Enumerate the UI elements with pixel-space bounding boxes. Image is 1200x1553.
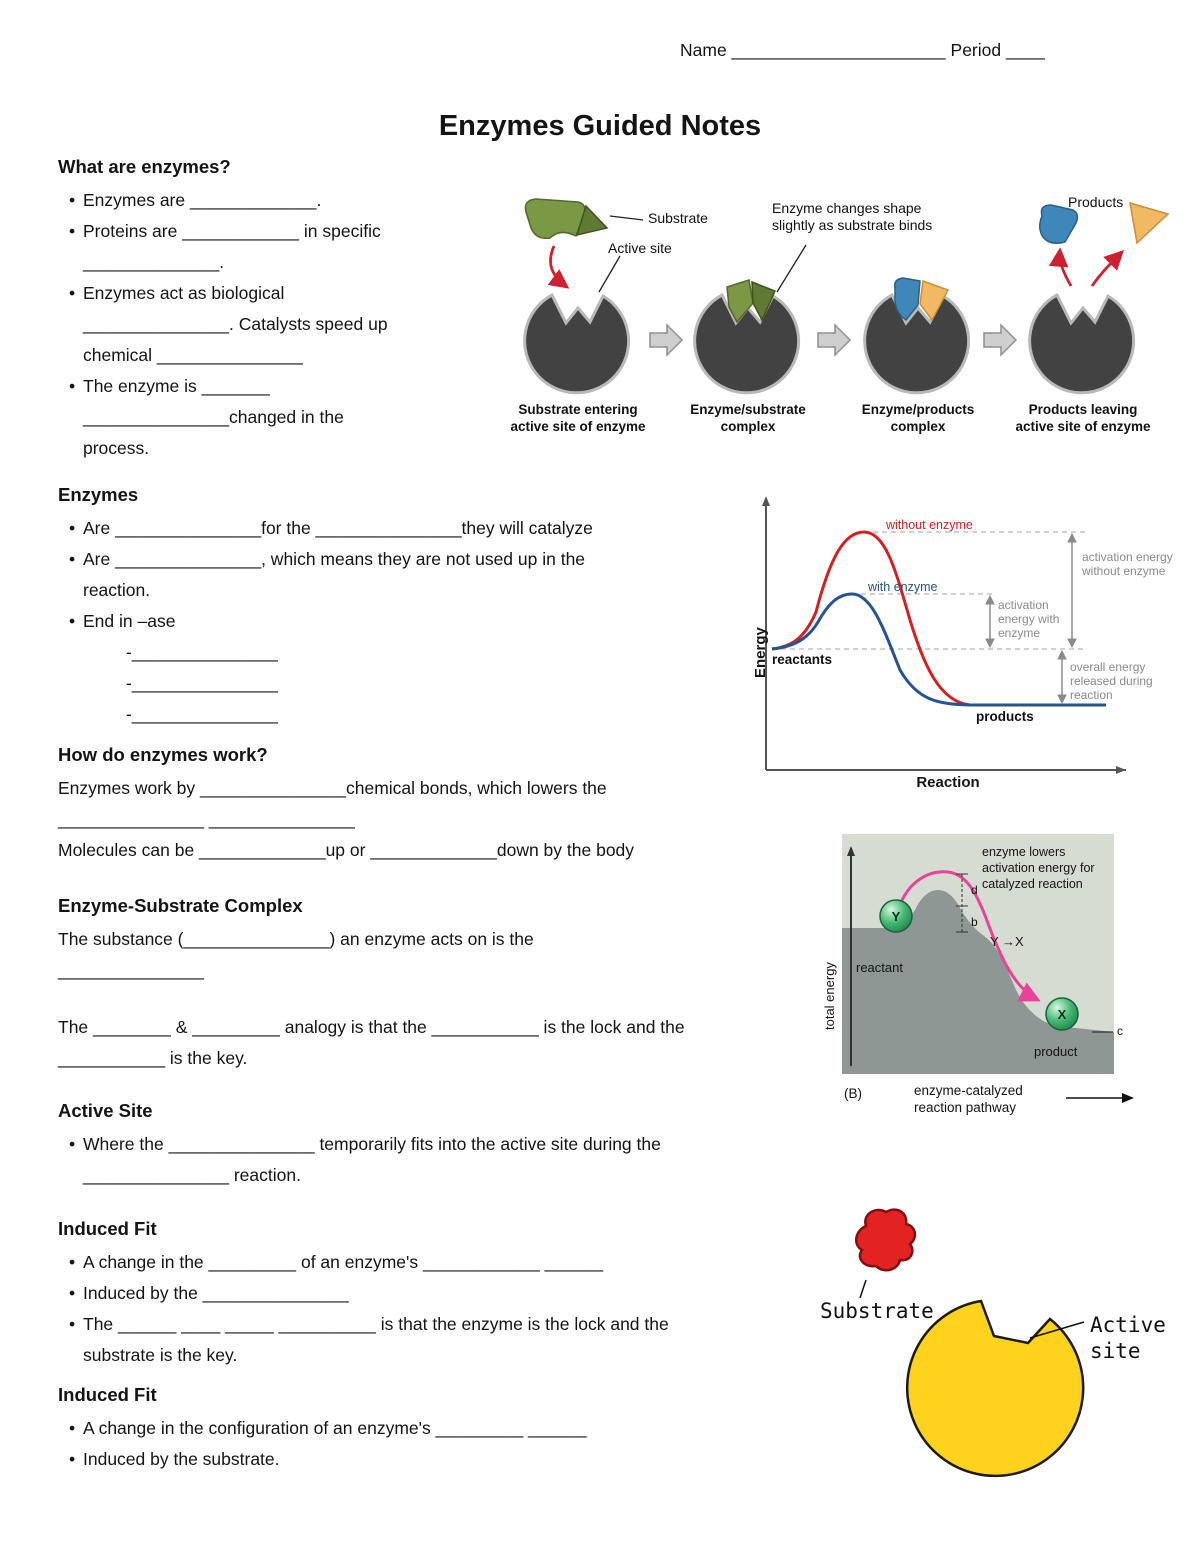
reactant-label: reactant	[856, 960, 903, 975]
reaction-axis-label: Reaction	[916, 774, 980, 791]
active-site-label: Active site	[1090, 1313, 1166, 1363]
total-energy-label: total energy	[822, 962, 837, 1030]
active-site-section	[58, 1100, 758, 1191]
pathway-caption: enzyme-catalyzed reaction pathway	[914, 1083, 1023, 1115]
panel-caption-3: Enzyme/products complex	[861, 402, 975, 434]
enzyme-shape-1	[525, 295, 629, 393]
enzyme-shape-3	[865, 295, 969, 393]
d-label: d	[971, 883, 978, 897]
total-energy-arrowhead	[847, 846, 855, 856]
pathway-caption-arrow	[1066, 1092, 1138, 1104]
substrate-pointer-line	[610, 216, 643, 220]
enzyme-shape-4	[1030, 295, 1134, 393]
shape-change-pointer-line	[777, 245, 806, 292]
active-site-label: Active site	[608, 240, 672, 256]
products-label: products	[976, 709, 1034, 724]
induced-fit-section-2	[58, 1384, 674, 1475]
panel-caption-2: Enzyme/substrate complex	[690, 402, 806, 434]
b-label: b	[971, 915, 978, 929]
bullet-item: • A change in the _________ of an enzyme's ____________ ______	[58, 1247, 674, 1278]
shape-change-label: Enzyme changes shape slightly as substrate binds	[772, 200, 933, 233]
bullet-item: • Proteins are ____________ in specific ______________.	[58, 216, 414, 278]
activation-without-label: activation energy without enzyme	[1082, 550, 1173, 578]
active-site-pointer-line	[599, 256, 620, 292]
paragraph: The ________ & _________ analogy is that the ___________ is the lock and the ___________ is the key.	[58, 1017, 685, 1068]
dash-item: -_______________	[126, 642, 278, 662]
product-release-arrow-right	[1092, 252, 1122, 286]
product-release-arrow-left	[1060, 250, 1071, 286]
enzyme-substrate-complex-section	[58, 895, 798, 1074]
with-enzyme-label: with enzyme	[868, 580, 938, 594]
overall-energy-arrow	[1058, 651, 1066, 703]
section-heading: Active Site	[58, 1100, 153, 1121]
y-to-x-label: Y →X	[990, 934, 1024, 949]
x-axis-arrowhead	[1116, 766, 1126, 774]
reaction-pathway-diagram	[812, 830, 1177, 1140]
step-arrow	[818, 325, 850, 355]
substrate-label: Substrate	[820, 1299, 934, 1323]
step-arrow	[984, 325, 1016, 355]
enzymes-section	[58, 484, 644, 730]
induced-fit-section-1	[58, 1218, 674, 1371]
section-heading: Induced Fit	[58, 1384, 157, 1405]
substrate-piece	[525, 199, 584, 238]
energy-axis-label: Energy	[752, 627, 769, 678]
substrate-entry-arrow	[550, 246, 567, 287]
section-heading: Enzymes	[58, 484, 139, 505]
paragraph: Molecules can be _____________up or _____________down by the body	[58, 840, 635, 860]
activation-with-arrow	[986, 596, 994, 647]
panel-caption-4: Products leaving active site of enzyme	[1015, 402, 1151, 434]
step-arrow	[650, 325, 682, 355]
dash-item: -_______________	[126, 704, 278, 724]
bullet-item: • End in –ase	[58, 606, 644, 637]
substrate-active-site-diagram	[818, 1198, 1193, 1543]
bullet-item: • Are _______________for the _______________they will catalyze	[58, 513, 644, 544]
without-enzyme-label: without enzyme	[886, 518, 973, 532]
page-title: Enzymes Guided Notes	[438, 110, 762, 142]
reactants-label: reactants	[772, 652, 833, 667]
substrate-diagram-svg	[818, 1198, 1193, 1543]
substrate-label: Substrate	[648, 210, 708, 226]
bullet-item: • A change in the configuration of an enzyme's _________ ______	[58, 1413, 674, 1444]
released-product-orange	[1130, 203, 1168, 243]
section-heading: Enzyme-Substrate Complex	[58, 895, 303, 916]
paragraph: Enzymes work by _______________chemical bonds, which lowers the _______________ _______________	[58, 778, 607, 829]
activation-with-label: activation energy with enzyme	[998, 598, 1060, 640]
bullet-item: • Induced by the substrate.	[58, 1444, 674, 1475]
bullet-item: • The enzyme is _______ _______________changed in the process.	[58, 371, 414, 464]
activation-energy-graph	[738, 488, 1198, 790]
enzyme-yellow-shape	[907, 1301, 1083, 1476]
what-are-enzymes-section	[58, 156, 414, 464]
product-label: product	[1034, 1044, 1078, 1059]
products-label: Products	[1068, 194, 1124, 210]
bullet-item: • Are _______________, which means they are not used up in the reaction.	[58, 544, 644, 606]
pathway-note: enzyme lowers activation energy for catalyzed reaction	[982, 845, 1095, 891]
enzyme-sequence-diagram	[490, 190, 1190, 448]
bullet-item: • Where the _______________ temporarily fits into the active site during the _______________ reaction.	[58, 1129, 758, 1191]
reactant-sphere-label: Y	[891, 909, 901, 924]
panel-tag-label: (B)	[844, 1086, 862, 1101]
substrate-red-shape	[856, 1210, 915, 1271]
paragraph: The substance (_______________) an enzyme acts on is the _______________	[58, 929, 534, 980]
bullet-item: • Induced by the _______________	[58, 1278, 674, 1309]
y-axis-arrowhead	[762, 496, 770, 506]
bullet-item: • The ______ ____ _____ __________ is that the enzyme is the lock and the substrate is the key.	[58, 1309, 674, 1371]
section-heading: Induced Fit	[58, 1218, 157, 1239]
section-heading: How do enzymes work?	[58, 744, 268, 765]
overall-energy-label: overall energy released during reaction	[1070, 660, 1153, 702]
dash-item: -_______________	[126, 673, 278, 693]
name-period-line: Name ______________________ Period ____	[680, 40, 1045, 60]
energy-graph-svg	[738, 488, 1198, 790]
substrate-pointer-line	[860, 1280, 866, 1298]
panel-caption-1: Substrate entering active site of enzyme	[510, 402, 646, 434]
bullet-item: • Enzymes act as biological _______________. Catalysts speed up chemical _______________	[58, 278, 414, 371]
c-label: c	[1117, 1024, 1123, 1038]
section-heading: What are enzymes?	[58, 156, 231, 177]
bullet-item: • Enzymes are _____________.	[58, 185, 414, 216]
how-enzymes-work-section	[58, 744, 698, 866]
product-sphere-label: X	[1057, 1007, 1067, 1022]
